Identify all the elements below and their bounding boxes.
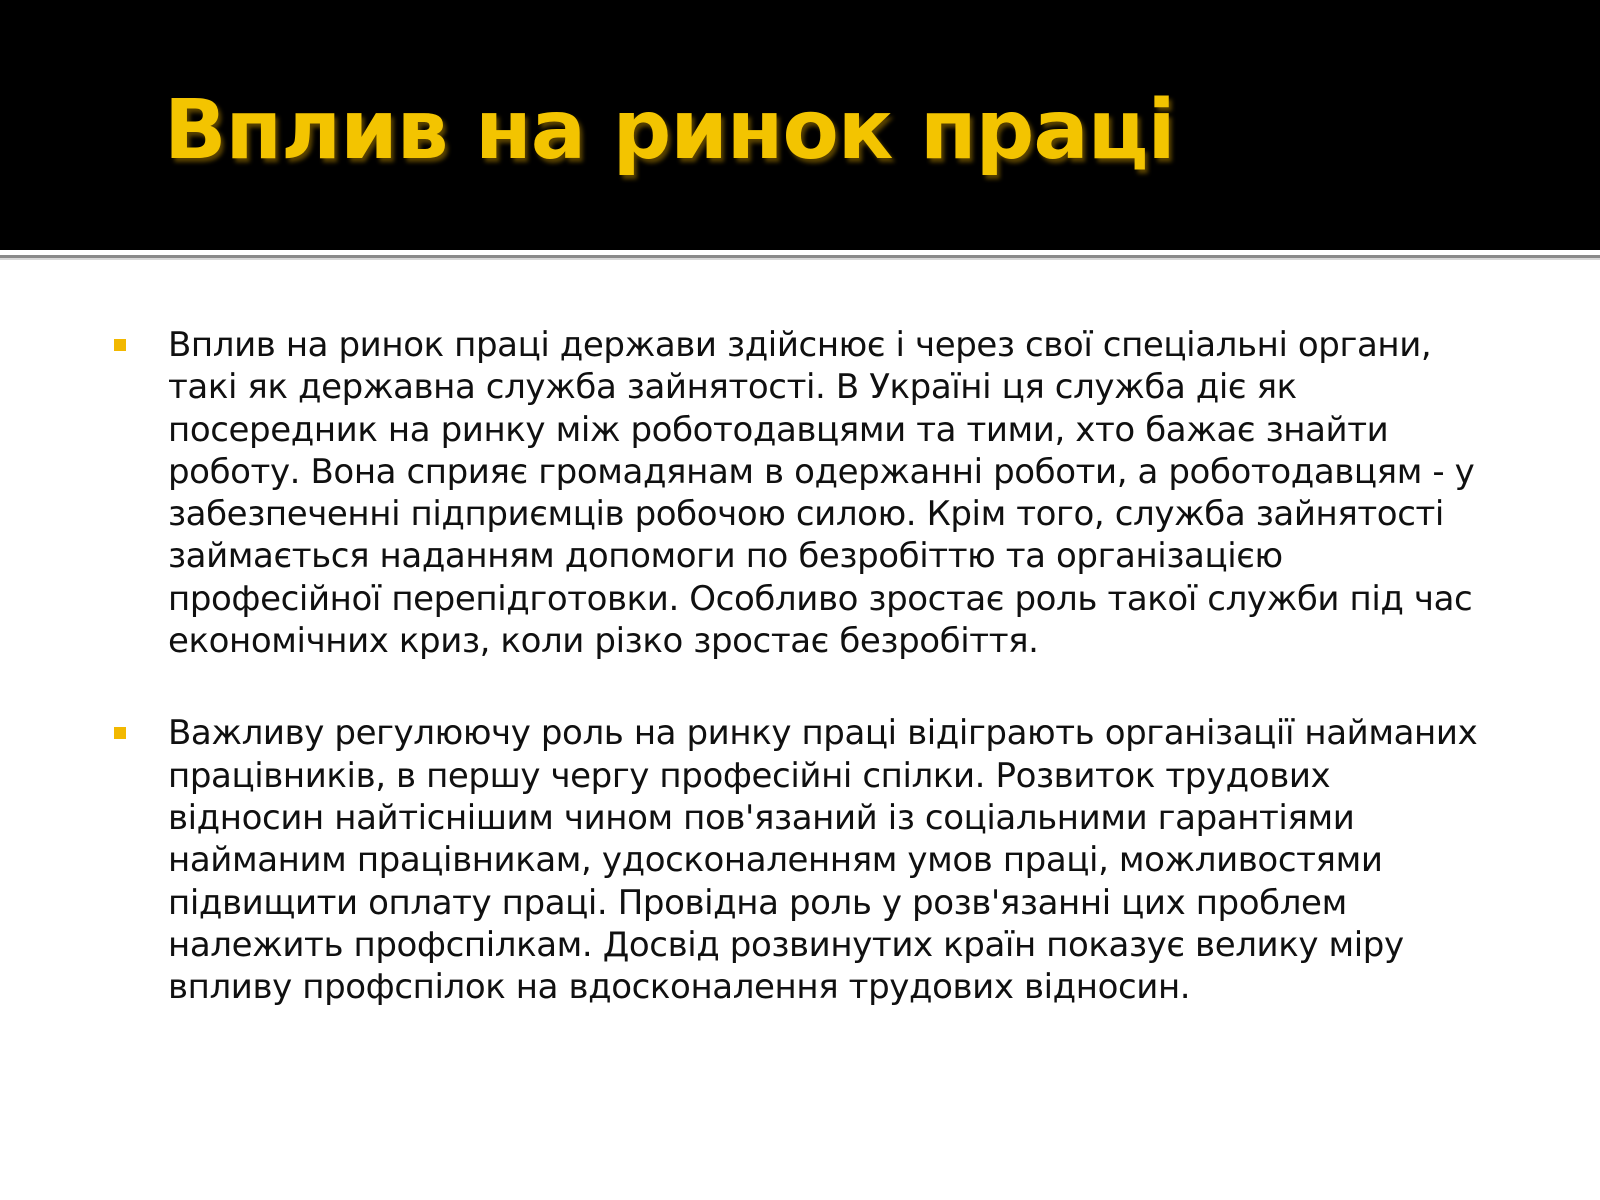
square-bullet-icon — [114, 727, 126, 739]
title-bar — [0, 0, 1600, 250]
slide-title: Вплив на ринок праці — [164, 83, 1175, 178]
square-bullet-icon — [114, 339, 126, 351]
header-divider-shadow — [0, 258, 1600, 260]
bullet-text: Важливу регулюючу роль на ринку праці відіграють організації найманих працівників, в першу чергу професійні спілки. Розвиток трудових відносин найтіснішим чином пов'язаний із соціальними гарантіями найманим працівникам, удосконаленням умов праці, можливостями підвищити оплату праці. Провідна роль у розв'язанні цих проблем належить профспілкам. Досвід розвинутих країн показує велику міру впливу профспілок на вдосконалення трудових відносин. — [168, 713, 1478, 1008]
bullet-item — [0, 324, 1600, 662]
bullet-item — [0, 712, 1600, 1008]
bullet-text: Вплив на ринок праці держави здійснює і через свої спеціальні органи, такі як державна служба зайнятості. В Україні ця служба діє як посередник на ринку між роботодавцями та тими, хто бажає знайти роботу. Вона сприяє громадянам в одержанні роботи, а роботодавцям - у забезпеченні підприємців робочою силою. Крім того, служба зайнятості займається наданням допомоги по безробіттю та організацією професійної перепідготовки. Особливо зростає роль такої служби під час економічних криз, коли різко зростає безробіття. — [168, 325, 1475, 662]
slide-body — [0, 324, 1600, 1058]
